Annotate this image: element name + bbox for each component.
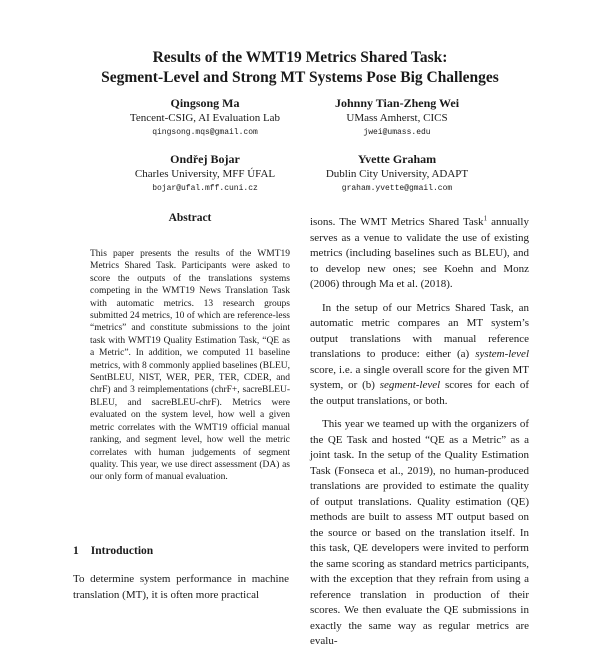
paper-title (0, 48, 600, 88)
author-block (272, 96, 522, 140)
author-email: graham.yvette@gmail.com (341, 184, 453, 193)
author-affiliation: Charles University, MFF ÚFAL (134, 168, 276, 180)
text-run: In the setup of our Metrics Shared Task, an automatic metric compares an MT system’s output translations with manual reference translations to produce: either (a) (310, 301, 529, 360)
paragraph (310, 301, 529, 410)
section-title: Introduction (90, 545, 154, 557)
author-email: jwei@umass.edu (363, 128, 431, 137)
section-number: 1 (73, 545, 79, 557)
intro-text: To determine system performance in machine translation (MT), it is often more practical (73, 573, 289, 601)
author-affiliation: Tencent-CSIG, AI Evaluation Lab (129, 112, 281, 124)
abstract-text: This paper presents the results of the WMT19 Metrics Shared Task. Participants were asked to score the outputs of the translations systems competing in the WMT19 News Translation Task with automatic metrics. 13 research groups submitted 24 metrics, 10 of which are reference-less “metrics” and constitute submissions to the joint task with WMT19 Quality Estimation Task, “QE as a Metric”. In addition, we computed 11 baseline metrics, with 8 commonly applied baselines (BLEU, SentBLEU, NIST, WER, PER, TER, CDER, and chrF) and 3 reimplementations (chrF+, sacreBLEU-BLEU, and sacreBLEU-chrF). Metrics were evaluated on the system level, how well a given metric correlates with the WMT19 official manual ranking, and segment level, how well the metric correlates with human judgements of segment quality. This year, we use direct assessment (DA) as our only form of manual evaluation. (90, 249, 290, 483)
title-line-2: Segment-Level and Strong MT Systems Pose Big Challenges (101, 69, 499, 86)
text-run: isons. The WMT Metrics Shared Task (310, 216, 484, 228)
author-email: qingsong.mqs@gmail.com (152, 128, 258, 137)
title-line-1: Results of the WMT19 Metrics Shared Task: (152, 49, 448, 66)
author-block (272, 152, 522, 196)
author-name: Yvette Graham (357, 152, 437, 166)
author-affiliation: Dublin City University, ADAPT (325, 168, 469, 180)
text-run: scores for each of the output translations, or both. (310, 379, 529, 407)
paragraph (310, 215, 529, 293)
section-heading (73, 545, 153, 557)
author-name: Johnny Tian-Zheng Wei (334, 96, 460, 110)
emphasis: segment-level (379, 379, 441, 391)
footnote-marker: 1 (483, 214, 488, 223)
author-affiliation: UMass Amherst, CICS (346, 112, 448, 124)
emphasis: system-level (475, 348, 529, 360)
author-name: Qingsong Ma (170, 96, 240, 110)
paragraph: This year we teamed up with the organizers of the QE Task and hosted “QE as a Metric” as a joint task. In the setup of the Quality Estimation Task (Fonseca et al., 2019), no human-produced translations are provided to estimate the quality of output translations. Quality estimation (QE) methods are built to assess MT output based on the source or based on the translation itself. In this task, QE developers were invited to perform the same scoring as standard metrics participants, with the exception that they refrain from using a reference translation in production of their scores. We then evaluate the QE submissions in exactly the same way as regular metrics are evalu- (310, 418, 529, 647)
author-name: Ondřej Bojar (170, 152, 240, 166)
text-run: score, i.e. a single overall score for the given MT system, or (b) (310, 363, 529, 391)
text-run: annually serves as a venue to validate the use of existing metrics (including baselines such as BLEU), and to develop new ones; see Koehn and Monz (2006) through Ma et al. (2018). (310, 216, 529, 290)
abstract-heading: Abstract (168, 212, 212, 224)
author-email: bojar@ufal.mff.cuni.cz (152, 184, 258, 193)
right-column (310, 215, 529, 658)
